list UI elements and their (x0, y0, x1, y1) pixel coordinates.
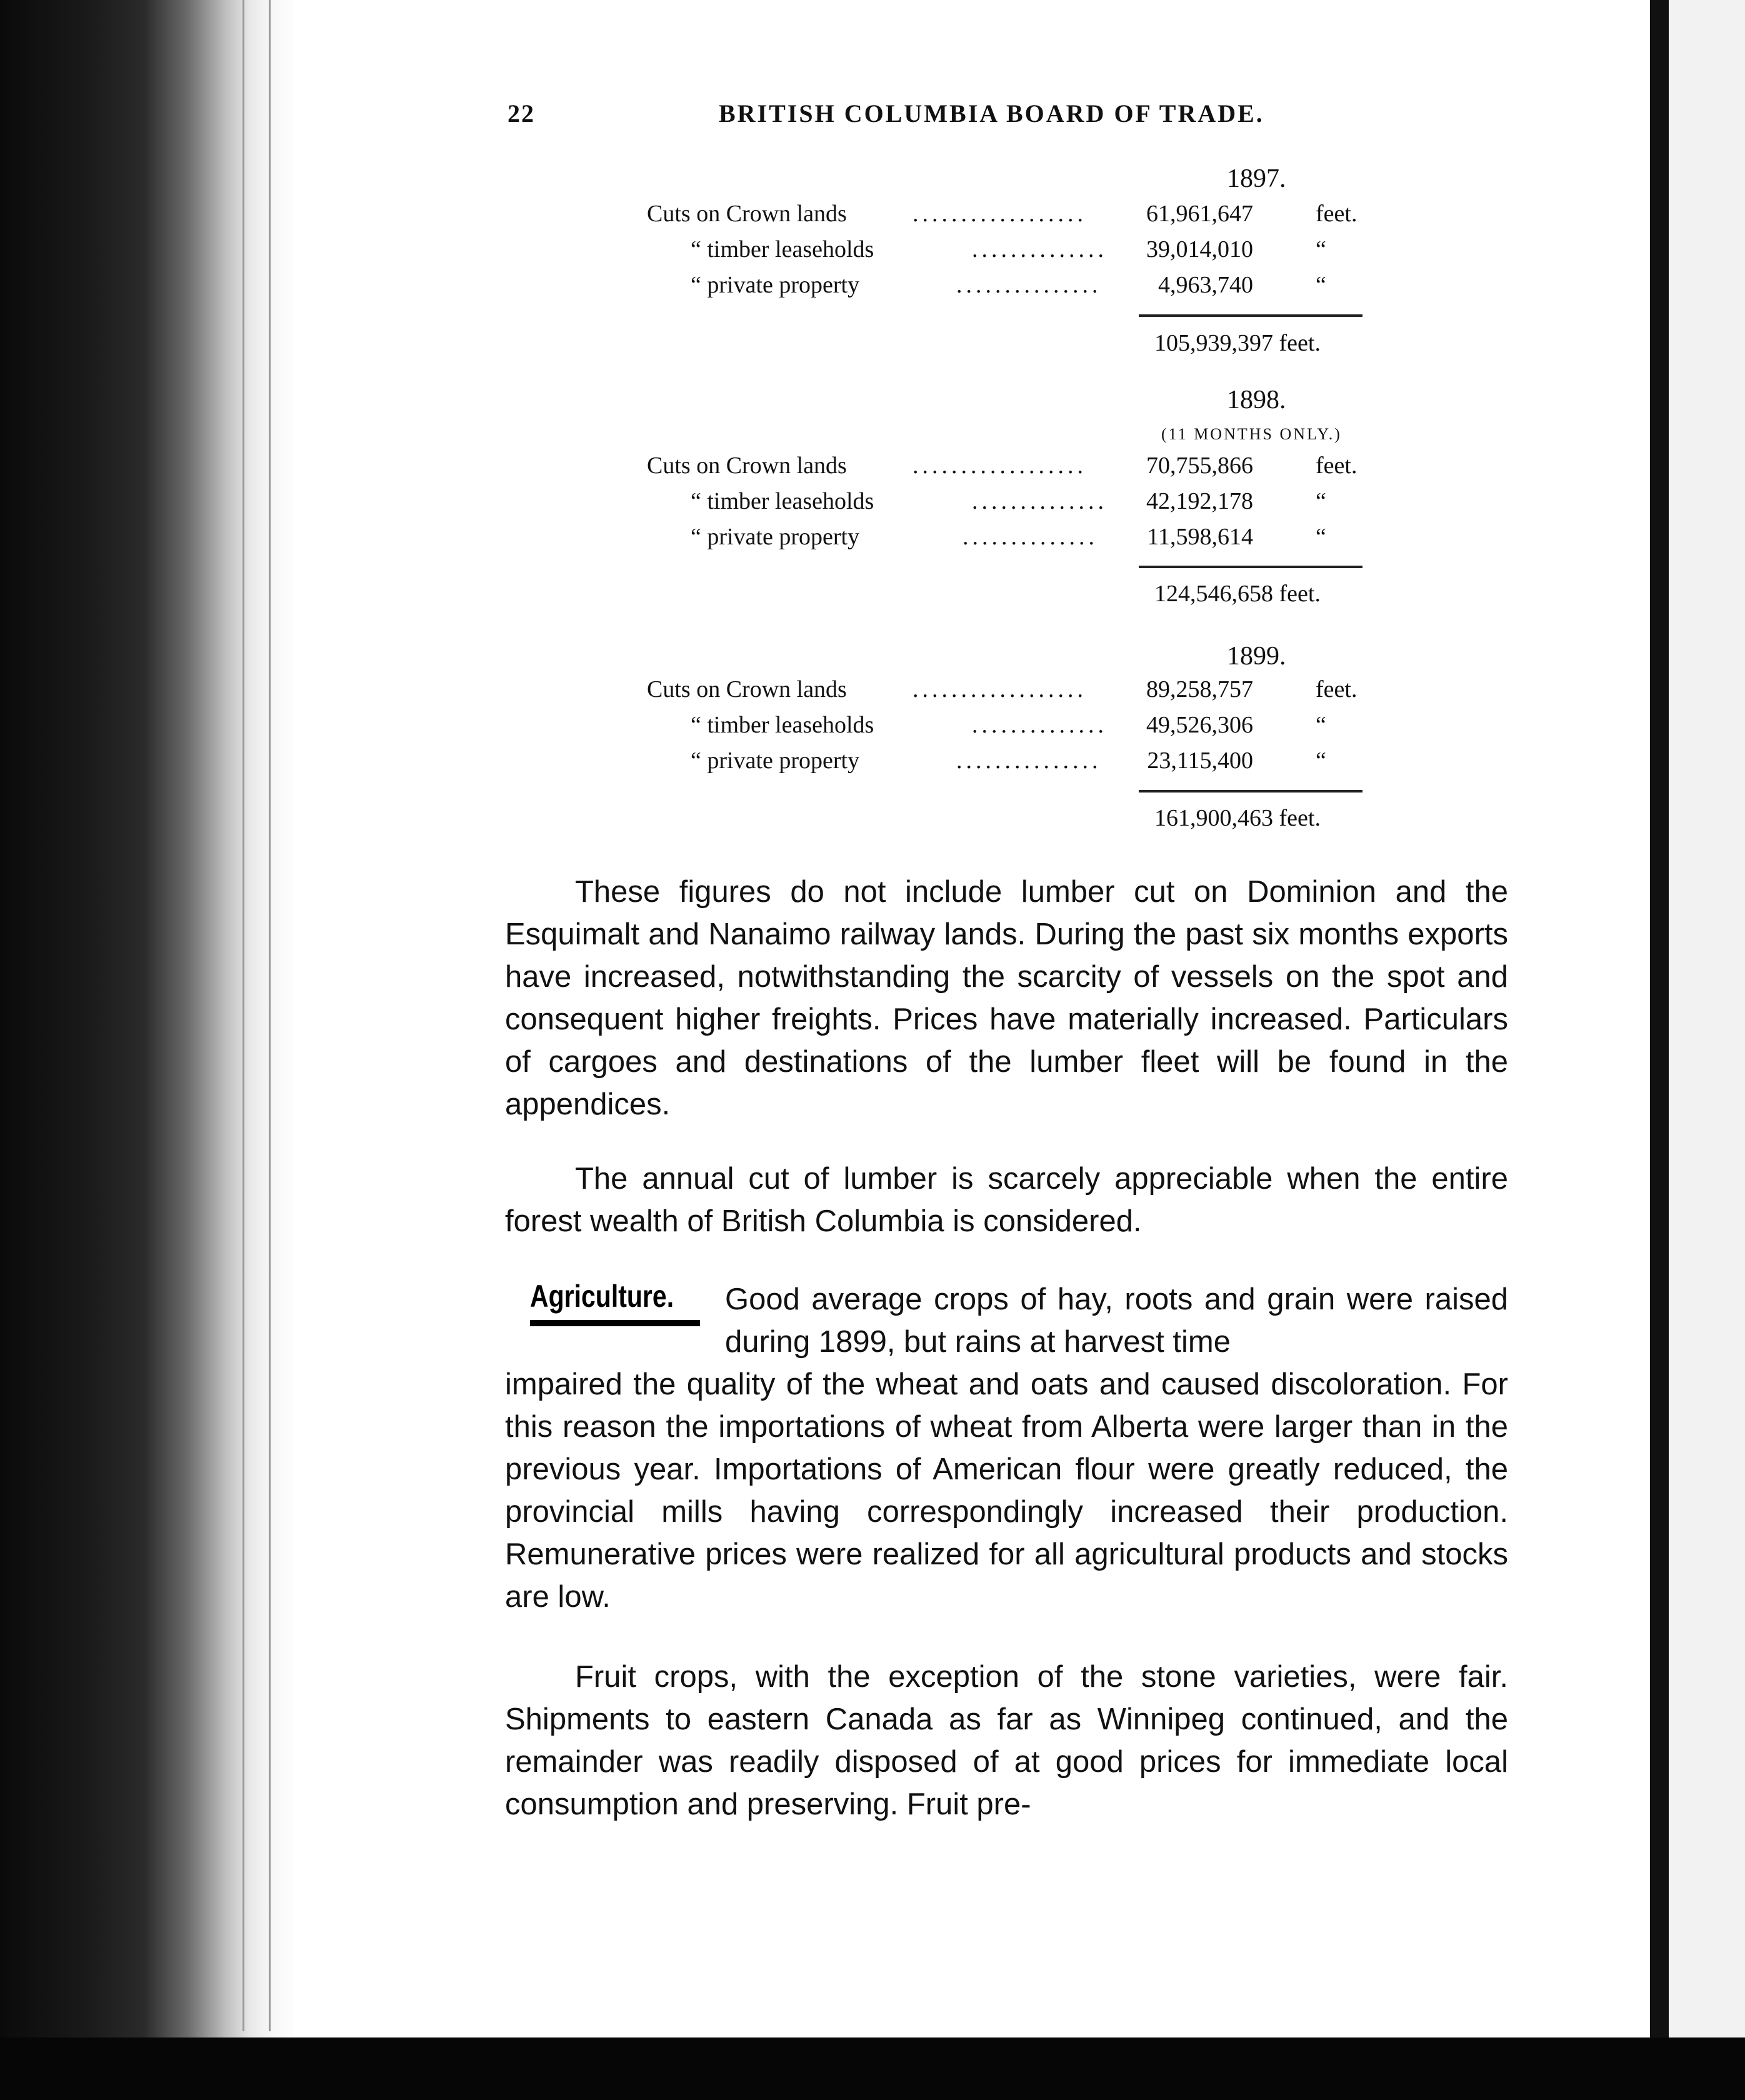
row-value: 42,192,178 (1146, 488, 1253, 514)
leader-dots: .................. (912, 676, 1087, 702)
row-unit: feet. (1316, 201, 1358, 227)
leader-dots: .............. (972, 236, 1108, 262)
paragraph-agriculture-start: Good average crops of hay, roots and grain were raised during 1899, but rains at harvest time (725, 1282, 1508, 1359)
paragraph-agriculture-continued: impaired the quality of the wheat and oats and caused discoloration. For this reason the importations of wheat from Alberta were larger than in the previous year. Importations of American flour were greatly reduced, the provincial mills having correspondingly increased their production. Remunerative prices were realized for all agricultural products and stocks are low. (505, 1368, 1508, 1614)
page-title: BRITISH COLUMBIA BOARD OF TRADE. (719, 99, 1264, 128)
row-value: 70,755,866 (1146, 452, 1253, 479)
page-number: 22 (508, 99, 535, 128)
row-value: 49,526,306 (1146, 712, 1253, 738)
row-label: “ private property (691, 748, 860, 774)
table-row (644, 488, 1362, 520)
section-heading-agriculture: Agriculture. (530, 1279, 674, 1314)
table-row (644, 271, 1362, 304)
row-label: “ private property (691, 272, 860, 298)
book-binding-edge (0, 0, 294, 2038)
binding-rule (242, 0, 244, 2031)
table-note: (11 MONTHS ONLY.) (1161, 425, 1342, 443)
row-unit: “ (1316, 524, 1326, 550)
paragraph-lumber-figures: These figures do not include lumber cut on Dominion and the Esquimalt and Nanaimo railway lands. During the past six months exports have increased, notwithstanding the scarcity of vessels on the spot and consequent higher freights. Prices have materially increased. Particulars of cargoes and destinations of the lumber fleet will be found in the appendices. (505, 875, 1508, 1121)
scan-bottom-edge (0, 2038, 1745, 2100)
row-label: “ timber leaseholds (691, 236, 874, 262)
leader-dots: .............. (962, 524, 1098, 550)
sum-rule (1139, 790, 1362, 792)
row-label: “ timber leaseholds (691, 712, 874, 738)
paragraph-annual-cut: The annual cut of lumber is scarcely appreciable when the entire forest wealth of British Columbia is considered. (505, 1162, 1508, 1238)
table-row (644, 523, 1362, 556)
table-row (644, 200, 1362, 232)
leader-dots: .............. (972, 712, 1108, 738)
row-value: 61,961,647 (1146, 201, 1253, 227)
row-value: 89,258,757 (1146, 676, 1253, 702)
table-total: 105,939,397 feet. (1154, 330, 1321, 356)
table-row (644, 711, 1362, 744)
row-value: 39,014,010 (1146, 236, 1253, 262)
row-value: 23,115,400 (1147, 748, 1253, 774)
leader-dots: .................. (912, 452, 1087, 479)
table-row (644, 452, 1362, 484)
heading-underline (530, 1320, 700, 1326)
leader-dots: .............. (972, 488, 1108, 514)
leader-dots: .................. (912, 201, 1087, 227)
page-right-edge (1650, 0, 1669, 2038)
row-value: 4,963,740 (1158, 272, 1253, 298)
binding-rule (269, 0, 271, 2031)
paragraph-fruit-crops: Fruit crops, with the exception of the stone varieties, were fair. Shipments to eastern Canada as far as Winnipeg continued, and the remainder was readily disposed of at good prices for immediate local consumption and preserving. Fruit pre- (505, 1660, 1508, 1821)
table-year: 1899. (1227, 642, 1286, 671)
row-unit: “ (1316, 236, 1326, 262)
row-label: Cuts on Crown lands (647, 201, 847, 227)
row-label: “ timber leaseholds (691, 488, 874, 514)
row-unit: feet. (1316, 676, 1358, 702)
row-unit: “ (1316, 488, 1326, 514)
sum-rule (1139, 314, 1362, 317)
leader-dots: ............... (956, 272, 1102, 298)
table-total: 124,546,658 feet. (1154, 581, 1321, 607)
row-unit: “ (1316, 712, 1326, 738)
scan-margin (1669, 0, 1745, 2038)
row-unit: “ (1316, 748, 1326, 774)
table-total: 161,900,463 feet. (1154, 805, 1321, 831)
table-year: 1897. (1227, 164, 1286, 193)
table-row (644, 747, 1362, 779)
row-label: Cuts on Crown lands (647, 452, 847, 479)
leader-dots: ............... (956, 748, 1102, 774)
table-year: 1898. (1227, 386, 1286, 414)
table-row (644, 676, 1362, 708)
row-value: 11,598,614 (1147, 524, 1253, 550)
row-unit: “ (1316, 272, 1326, 298)
row-unit: feet. (1316, 452, 1358, 479)
row-label: Cuts on Crown lands (647, 676, 847, 702)
sum-rule (1139, 566, 1362, 568)
table-row (644, 236, 1362, 268)
row-label: “ private property (691, 524, 860, 550)
